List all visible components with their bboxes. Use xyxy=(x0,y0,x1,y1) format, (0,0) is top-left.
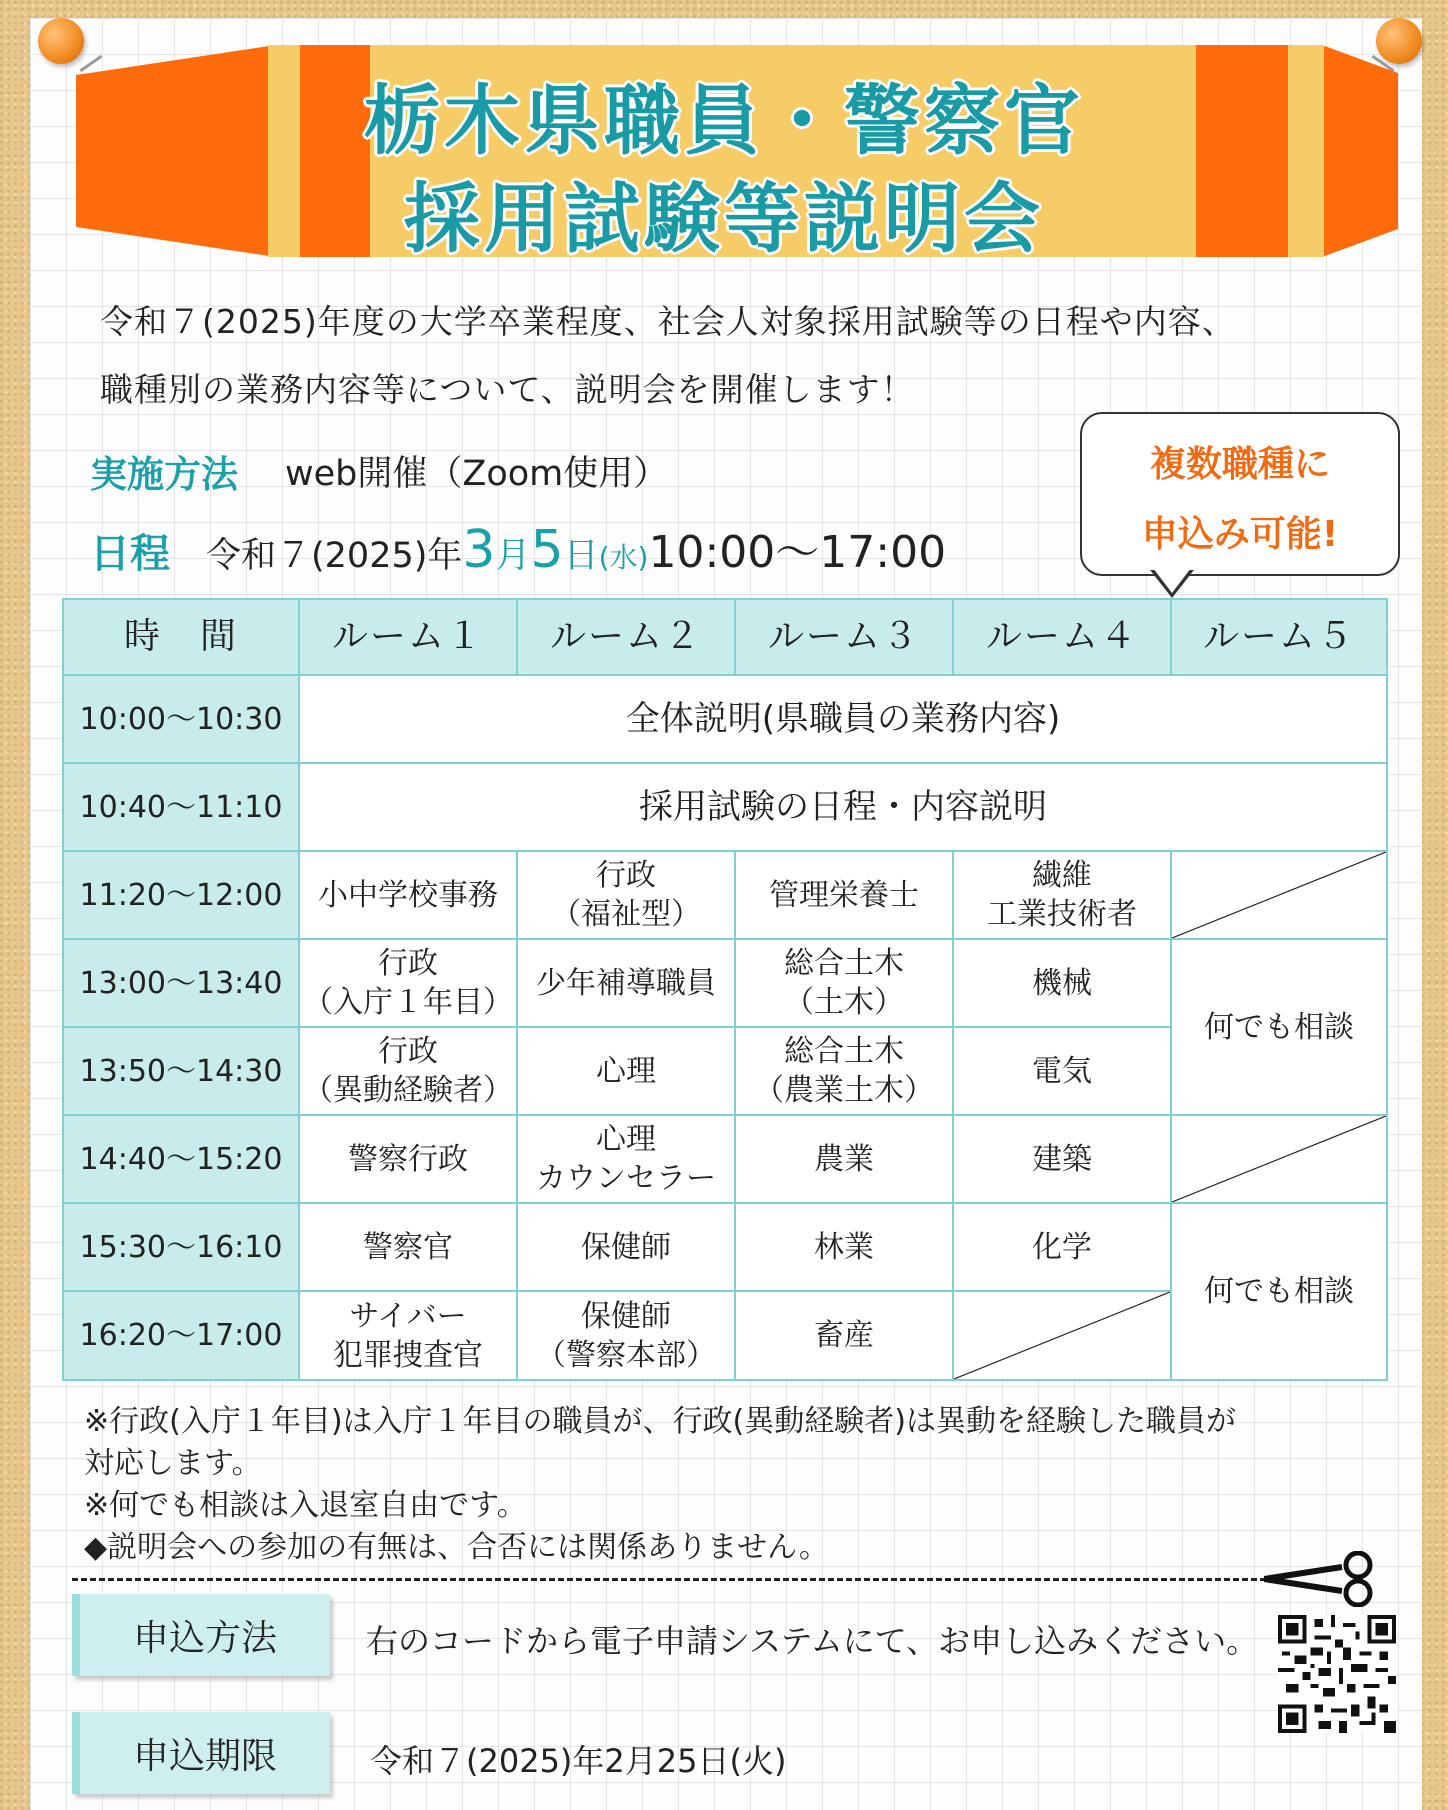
method-value: web開催（Zoom使用） xyxy=(285,454,669,494)
apply-deadline-text: 令和７(2025)年2月25日(火) xyxy=(370,1742,787,1780)
bubble-line-2: 申込み可能! xyxy=(1141,514,1339,555)
time-cell: 11:20～12:00 xyxy=(62,850,300,940)
session-cell: 林業 xyxy=(734,1202,954,1292)
session-cell: 行政 （入庁１年目） xyxy=(298,938,518,1028)
schedule-day-unit: 日 xyxy=(563,536,599,576)
schedule-time: 10:00～17:00 xyxy=(648,527,947,578)
time-cell: 10:00～10:30 xyxy=(62,674,300,764)
apply-method-label: 申込方法 xyxy=(72,1594,330,1676)
intro-line-1: 令和７(2025)年度の大学卒業程度、社会人対象採用試験等の日程や内容、 xyxy=(100,302,1236,341)
note-3: ◆説明会への参加の有無は、合否には関係ありません。 xyxy=(84,1530,829,1565)
session-overview: 全体説明(県職員の業務内容) xyxy=(298,674,1388,764)
header-room-3: ルーム３ xyxy=(734,598,954,676)
schedule-month-unit: 月 xyxy=(495,536,531,576)
empty-cell-slash xyxy=(1170,850,1388,940)
session-cell: 小中学校事務 xyxy=(298,850,518,940)
session-cell: 総合土木 （土木） xyxy=(734,938,954,1028)
time-cell: 16:20～17:00 xyxy=(62,1290,300,1381)
schedule-prefix: 令和７(2025)年 xyxy=(206,536,463,576)
callout-bubble xyxy=(1080,412,1400,576)
session-cell: 警察官 xyxy=(298,1202,518,1292)
schedule-date xyxy=(206,516,946,580)
session-cell: 警察行政 xyxy=(298,1114,518,1204)
header-room-1: ルーム１ xyxy=(298,598,518,676)
schedule-day: 5 xyxy=(530,520,564,580)
session-cell: 畜産 xyxy=(734,1290,954,1381)
apply-method-text: 右のコードから電子申請システムにて、お申し込みください。 xyxy=(366,1622,1259,1660)
session-cell: 心理 カウンセラー xyxy=(516,1114,736,1204)
schedule-label: 日程 xyxy=(90,531,170,577)
time-cell: 14:40～15:20 xyxy=(62,1114,300,1204)
schedule-weekday: (水) xyxy=(598,541,649,574)
session-cell: 総合土木 （農業土木） xyxy=(734,1026,954,1116)
session-cell: 心理 xyxy=(516,1026,736,1116)
note-2: ※何でも相談は入退室自由です。 xyxy=(84,1488,527,1523)
header-time: 時 間 xyxy=(62,598,300,676)
session-cell: 管理栄養士 xyxy=(734,850,954,940)
session-cell: 行政 （福祉型） xyxy=(516,850,736,940)
scissors-icon xyxy=(1264,1551,1384,1607)
session-cell: 機械 xyxy=(952,938,1172,1028)
consult-anything-2: 何でも相談 xyxy=(1170,1202,1388,1381)
bubble-tail-inner xyxy=(1153,568,1191,593)
title-line-2: 採用試験等説明会 xyxy=(404,174,1044,263)
session-exam-schedule: 採用試験の日程・内容説明 xyxy=(298,762,1388,852)
session-cell: 化学 xyxy=(952,1202,1172,1292)
schedule-table xyxy=(62,598,1388,1381)
title-line-1: 栃木県職員・警察官 xyxy=(364,76,1084,165)
consult-anything-1: 何でも相談 xyxy=(1170,938,1388,1116)
note-1a: ※行政(入庁１年目)は入庁１年目の職員が、行政(異動経験者)は異動を経験した職員が xyxy=(84,1404,1236,1439)
time-cell: 10:40～11:10 xyxy=(62,762,300,852)
schedule-month: 3 xyxy=(462,520,496,580)
intro-line-2: 職種別の業務内容等について、説明会を開催します！ xyxy=(100,370,915,409)
time-cell: 15:30～16:10 xyxy=(62,1202,300,1292)
header-room-5: ルーム５ xyxy=(1170,598,1388,676)
empty-cell-slash xyxy=(1170,1114,1388,1204)
session-cell: 保健師 （警察本部） xyxy=(516,1290,736,1381)
method-label: 実施方法 xyxy=(90,453,238,496)
time-cell: 13:50～14:30 xyxy=(62,1026,300,1116)
apply-deadline-label: 申込期限 xyxy=(72,1712,330,1794)
session-cell: 保健師 xyxy=(516,1202,736,1292)
time-cell: 13:00～13:40 xyxy=(62,938,300,1028)
session-cell: 行政 （異動経験者） xyxy=(298,1026,518,1116)
session-cell: 建築 xyxy=(952,1114,1172,1204)
session-cell: 繊維 工業技術者 xyxy=(952,850,1172,940)
session-cell: サイバー 犯罪捜査官 xyxy=(298,1290,518,1381)
header-room-2: ルーム２ xyxy=(516,598,736,676)
session-cell: 電気 xyxy=(952,1026,1172,1116)
session-cell: 少年補導職員 xyxy=(516,938,736,1028)
note-1b: 対応します。 xyxy=(84,1446,262,1481)
bubble-line-1: 複数職種に xyxy=(1149,444,1330,485)
header-room-4: ルーム４ xyxy=(952,598,1172,676)
cut-line xyxy=(72,1578,1266,1581)
qr-code-icon[interactable] xyxy=(1278,1615,1396,1733)
empty-cell-slash xyxy=(952,1290,1172,1381)
session-cell: 農業 xyxy=(734,1114,954,1204)
